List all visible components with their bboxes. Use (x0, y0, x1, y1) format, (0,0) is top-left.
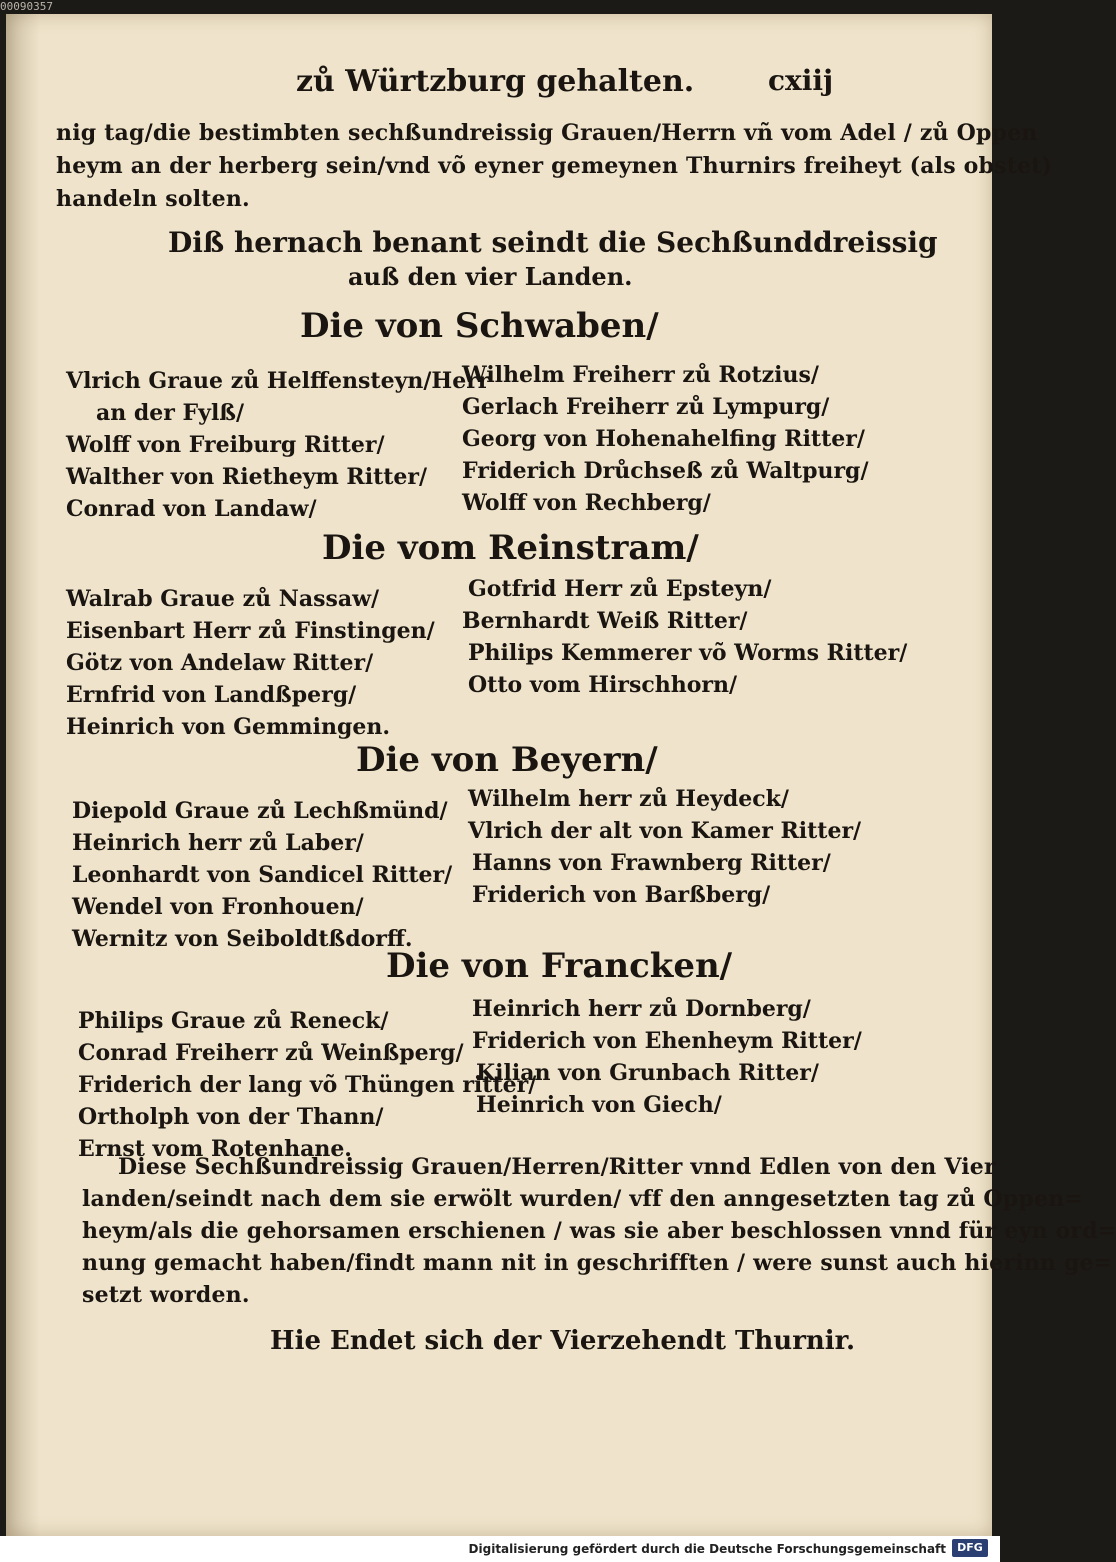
name-entry: Wolff von Rechberg/ (462, 490, 711, 516)
name-entry: Georg von Hohenahelfing Ritter/ (462, 426, 865, 452)
intro-line: handeln solten. (56, 186, 250, 212)
name-entry: Wilhelm Freiherr zů Rotzius/ (462, 362, 819, 388)
funding-credit: Digitalisierung gefördert durch die Deutsche Forschungsgemeinschaft (468, 1542, 946, 1556)
running-title: zů Würtzburg gehalten. (296, 64, 695, 99)
name-entry: Conrad Freiherr zů Weinßperg/ (78, 1040, 464, 1066)
name-entry: Gotfrid Herr zů Epsteyn/ (468, 576, 772, 602)
name-entry: an der Fylß/ (96, 400, 245, 426)
intro-line: nig tag/die bestimbten sechßundreissig Grauen/Herrn vñ vom Adel / zů Oppen (56, 120, 1038, 146)
name-entry: Wolff von Freiburg Ritter/ (66, 432, 385, 458)
folio-number: cxiij (768, 64, 834, 97)
name-entry: Ortholph von der Thann/ (78, 1104, 384, 1130)
dfg-logo-icon: DFG (952, 1539, 988, 1557)
footer-bar (0, 1536, 1000, 1562)
name-entry: Otto vom Hirschhorn/ (468, 672, 738, 698)
name-entry: Kilian von Grunbach Ritter/ (476, 1060, 819, 1086)
name-entry: Vlrich der alt von Kamer Ritter/ (468, 818, 862, 844)
region-title-schwaben: Die von Schwaben/ (300, 306, 659, 346)
name-entry: Leonhardt von Sandicel Ritter/ (72, 862, 453, 888)
name-entry: Heinrich von Gemmingen. (66, 714, 390, 740)
name-entry: Eisenbart Herr zů Finstingen/ (66, 618, 435, 644)
section-subtitle: auß den vier Landen. (348, 262, 633, 291)
region-title-reinstram: Die vom Reinstram/ (322, 528, 699, 568)
closing-line: Diese Sechßundreissig Grauen/Herren/Ritter vnnd Edlen von den Vier (118, 1154, 996, 1180)
section-title: Diß hernach benant seindt die Sechßunddreissig (168, 226, 938, 259)
closing-line: landen/seindt nach dem sie erwölt wurden/ vff den anngesetzten tag zů Oppen= (82, 1186, 1083, 1212)
name-entry: Heinrich herr zů Laber/ (72, 830, 364, 856)
explicit-line: Hie Endet sich der Vierzehendt Thurnir. (270, 1326, 856, 1356)
name-entry: Philips Graue zů Reneck/ (78, 1008, 389, 1034)
name-entry: Götz von Andelaw Ritter/ (66, 650, 374, 676)
name-entry: Bernhardt Weiß Ritter/ (462, 608, 748, 634)
region-title-beyern: Die von Beyern/ (356, 740, 658, 780)
name-entry: Walrab Graue zů Nassaw/ (66, 586, 380, 612)
name-entry: Heinrich von Giech/ (476, 1092, 722, 1118)
name-entry: Wernitz von Seiboldtßdorff. (72, 926, 413, 952)
name-entry: Diepold Graue zů Lechßmünd/ (72, 798, 448, 824)
name-entry: Vlrich Graue zů Helffensteyn/Herr (66, 368, 490, 394)
closing-line: heym/als die gehorsamen erschienen / was sie aber beschlossen vnnd für eyn ord= (82, 1218, 1116, 1244)
name-entry: Hanns von Frawnberg Ritter/ (472, 850, 831, 876)
name-entry: Friderich Drůchseß zů Waltpurg/ (462, 458, 869, 484)
name-entry: Wilhelm herr zů Heydeck/ (468, 786, 789, 812)
name-entry: Wendel von Fronhouen/ (72, 894, 364, 920)
name-entry: Friderich der lang võ Thüngen ritter/ (78, 1072, 537, 1098)
name-entry: Philips Kemmerer võ Worms Ritter/ (468, 640, 908, 666)
name-entry: Heinrich herr zů Dornberg/ (472, 996, 811, 1022)
name-entry: Gerlach Freiherr zů Lympurg/ (462, 394, 830, 420)
closing-line: nung gemacht haben/findt mann nit in geschrifften / were sunst auch hierinn ge= (82, 1250, 1113, 1276)
name-entry: Walther von Rietheym Ritter/ (66, 464, 428, 490)
intro-line: heym an der herberg sein/vnd võ eyner gemeynen Thurnirs freiheyt (als obstet) (56, 153, 1053, 179)
image-id-label: 00090357 (0, 0, 53, 13)
name-entry: Conrad von Landaw/ (66, 496, 317, 522)
closing-line: setzt worden. (82, 1282, 250, 1308)
name-entry: Friderich von Ehenheym Ritter/ (472, 1028, 862, 1054)
name-entry: Ernfrid von Landßperg/ (66, 682, 357, 708)
region-title-francken: Die von Francken/ (386, 946, 733, 986)
name-entry: Friderich von Barßberg/ (472, 882, 771, 908)
name-entry: Ernst vom Rotenhane. (78, 1136, 352, 1162)
